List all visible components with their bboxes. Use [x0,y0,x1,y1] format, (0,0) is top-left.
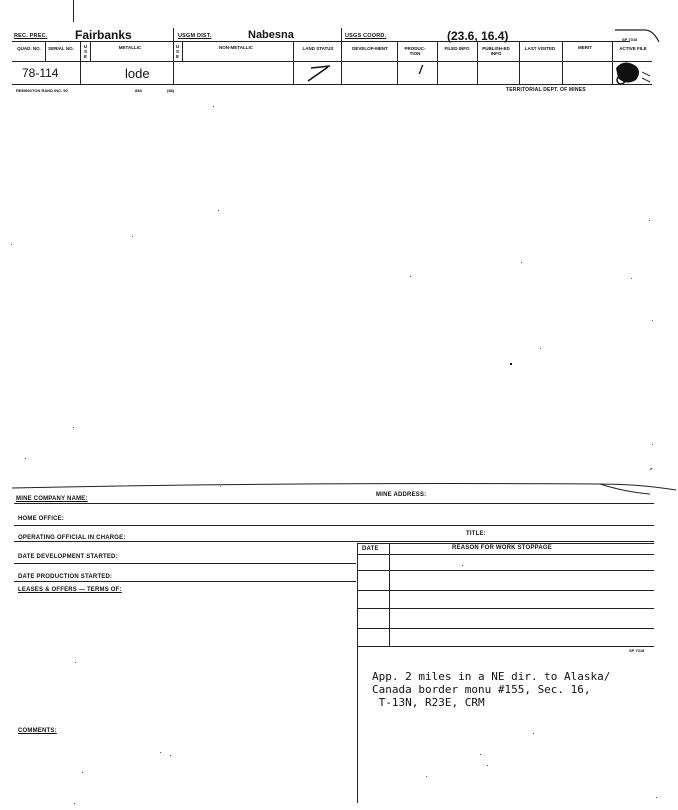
date-production-label: DATE PRODUCTION STARTED: [18,574,113,580]
divider-v [182,41,183,61]
row-rule [14,563,356,564]
land-status-mark [306,64,332,84]
col-active-file: ACTIVE FILE [619,46,647,51]
col-land-status: LAND STATUS [302,46,334,51]
row-rule [14,581,356,582]
top-form-number: SP 7018 [622,37,638,42]
divider-v [341,28,342,84]
bottom-form-number: SP 7018 [629,648,645,653]
header-rule [12,41,630,42]
production-mark: / [419,63,423,77]
stoppage-row [357,608,654,609]
divider-v [437,41,438,84]
usgm-dist-value: Nabesna [248,29,294,41]
rec-prec-value: Fairbanks [75,28,132,42]
home-office-label: HOME OFFICE: [18,516,65,522]
divider-v [519,41,520,84]
stoppage-date-divider [389,543,390,647]
leases-offers-label: LEASES & OFFERS — TERMS OF: [18,587,122,593]
column-header-rule [12,61,652,62]
active-file-punch [612,60,652,86]
mine-address-label: MINE ADDRESS: [376,492,427,498]
quad-serial-value: 78-114 [22,66,59,80]
row-rule [14,525,654,526]
mine-company-name-label: MINE COMPANY NAME: [16,496,88,502]
date-development-label: DATE DEVELOPMENT STARTED: [18,554,118,560]
divider-v [562,41,563,84]
divider-v [397,41,398,84]
rec-prec-label: REC. PREC. [14,33,48,39]
col-filed-info: FILED INFO [444,46,470,51]
title-label: TITLE: [466,531,486,537]
usgs-coord-value: (23.6, 16.4) [447,29,509,43]
stoppage-row [357,590,654,591]
col-non-metallic: NON-METALLIC [219,45,253,50]
usgm-dist-label: USGM DIST. [178,33,212,39]
col-merit: MERIT [578,45,592,50]
divider-v [90,41,91,61]
col-use-1: U S E [83,44,88,59]
stoppage-row [357,646,654,647]
printer-code: 888 [135,88,142,93]
printer-credit: REMINGTON RAND INC. 50 [16,88,68,93]
territorial-dept: TERRITORIAL DEPT. OF MINES [506,87,586,93]
stoppage-row [357,628,654,629]
stoppage-left-border [357,543,358,803]
reason-header: REASON FOR WORK STOPPAGE [452,545,552,551]
col-serial-no: SERIAL NO. [48,46,74,51]
operating-official-label: OPERATING OFFICIAL IN CHARGE: [18,535,126,541]
col-production: PRODUC-TION [404,46,426,56]
date-header: DATE [362,546,379,552]
location-note: App. 2 miles in a NE dir. to Alaska/ Canada border monu #155, Sec. 16, T-13N, R23E, CRM [372,670,611,709]
divider-v [45,41,46,61]
printer-code: (88) [167,88,175,93]
divider-v [80,41,81,84]
metallic-value: lode [125,66,150,81]
stoppage-row [357,570,654,571]
col-metallic: METALLIC [118,45,142,50]
card-bottom-rule [12,84,652,85]
divider-v [173,28,174,84]
card-top-edge [0,468,678,498]
divider-v [293,41,294,84]
col-published-info: PUBLISH-ED INFO [482,46,510,56]
col-use-2: U S E [175,44,180,59]
usgs-coord-label: USGS COORD. [345,33,387,39]
col-last-visited: LAST VISITED [524,46,556,51]
col-development: DEVELOP-MENT [352,46,388,51]
comments-label: COMMENTS: [18,728,57,734]
card-corner-cut [615,28,660,46]
stoppage-header-top [357,543,654,544]
col-quad-no: QUAD. NO. [17,46,41,51]
stoppage-header-bottom [357,554,654,555]
row-rule [14,541,654,542]
row-rule [14,503,654,504]
divider-v [477,41,478,84]
register-tick [73,0,74,22]
